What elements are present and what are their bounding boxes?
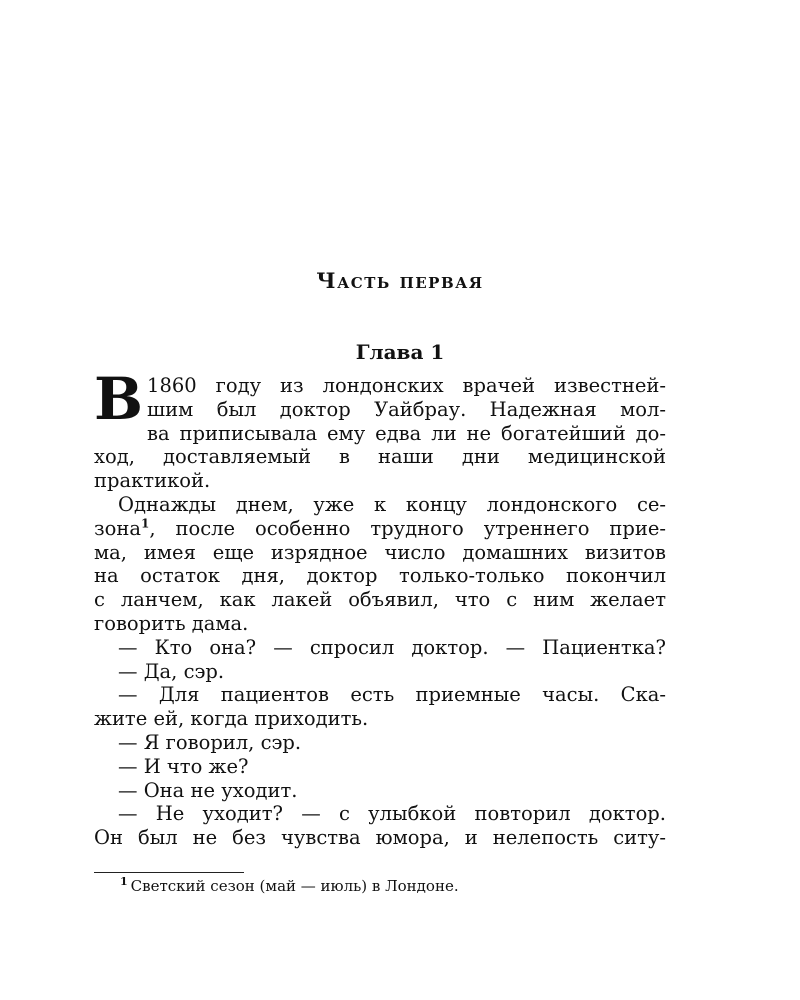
text-line: практикой. bbox=[94, 469, 211, 493]
dialogue-line: — Не уходит? — с улыбкой повторил доктор. bbox=[118, 802, 666, 826]
text-line: ма, имея еще изрядное число домашних визитов bbox=[94, 540, 666, 564]
text-line: Однажды днем, уже к концу лондонского се- bbox=[118, 492, 666, 516]
text-line: на остаток дня, доктор только-только покончил bbox=[94, 564, 666, 588]
text-line: с ланчем, как лакей объявил, что с ним желает bbox=[94, 588, 666, 612]
dialogue-line: — И что же? bbox=[118, 754, 249, 778]
text-line: говорить дама. bbox=[94, 611, 249, 635]
dialogue-line: — Кто она? — спросил доктор. — Пациентка? bbox=[118, 635, 666, 659]
text-line: Он был не без чувства юмора, и нелепость ситу- bbox=[94, 826, 666, 850]
body-text bbox=[94, 365, 666, 850]
dialogue-line: — Да, сэр. bbox=[118, 659, 225, 683]
dialogue-line: — Я говорил, сэр. bbox=[118, 730, 302, 754]
footnote-text: Светский сезон (май — июль) в Лондоне. bbox=[130, 877, 459, 895]
footnote bbox=[120, 876, 459, 896]
footnote-reference[interactable]: 1 bbox=[141, 516, 150, 531]
footnote-mark: 1 bbox=[120, 875, 128, 888]
part-title: Часть первая bbox=[316, 268, 484, 293]
text-line: жите ей, когда приходить. bbox=[94, 707, 369, 731]
text-line-with-footnote bbox=[94, 517, 666, 541]
footnote-divider bbox=[94, 872, 244, 873]
text-line: ва приписывала ему едва ли не богатейший до- bbox=[147, 421, 666, 445]
chapter-title: Глава 1 bbox=[355, 340, 445, 364]
text-line: шим был доктор Уайбрау. Надежная мол- bbox=[147, 397, 666, 421]
text-line: 1860 году из лондонских врачей известней- bbox=[147, 374, 666, 397]
text-line: ход, доставляемый в наши дни медицинской bbox=[94, 445, 666, 469]
dialogue-line: — Она не уходит. bbox=[118, 778, 298, 802]
drop-cap: В bbox=[94, 365, 144, 433]
dialogue-line: — Для пациентов есть приемные часы. Ска- bbox=[118, 683, 666, 707]
text-fragment: , после особенно трудного утреннего прие- bbox=[149, 516, 666, 540]
text-fragment: зона bbox=[94, 516, 141, 540]
